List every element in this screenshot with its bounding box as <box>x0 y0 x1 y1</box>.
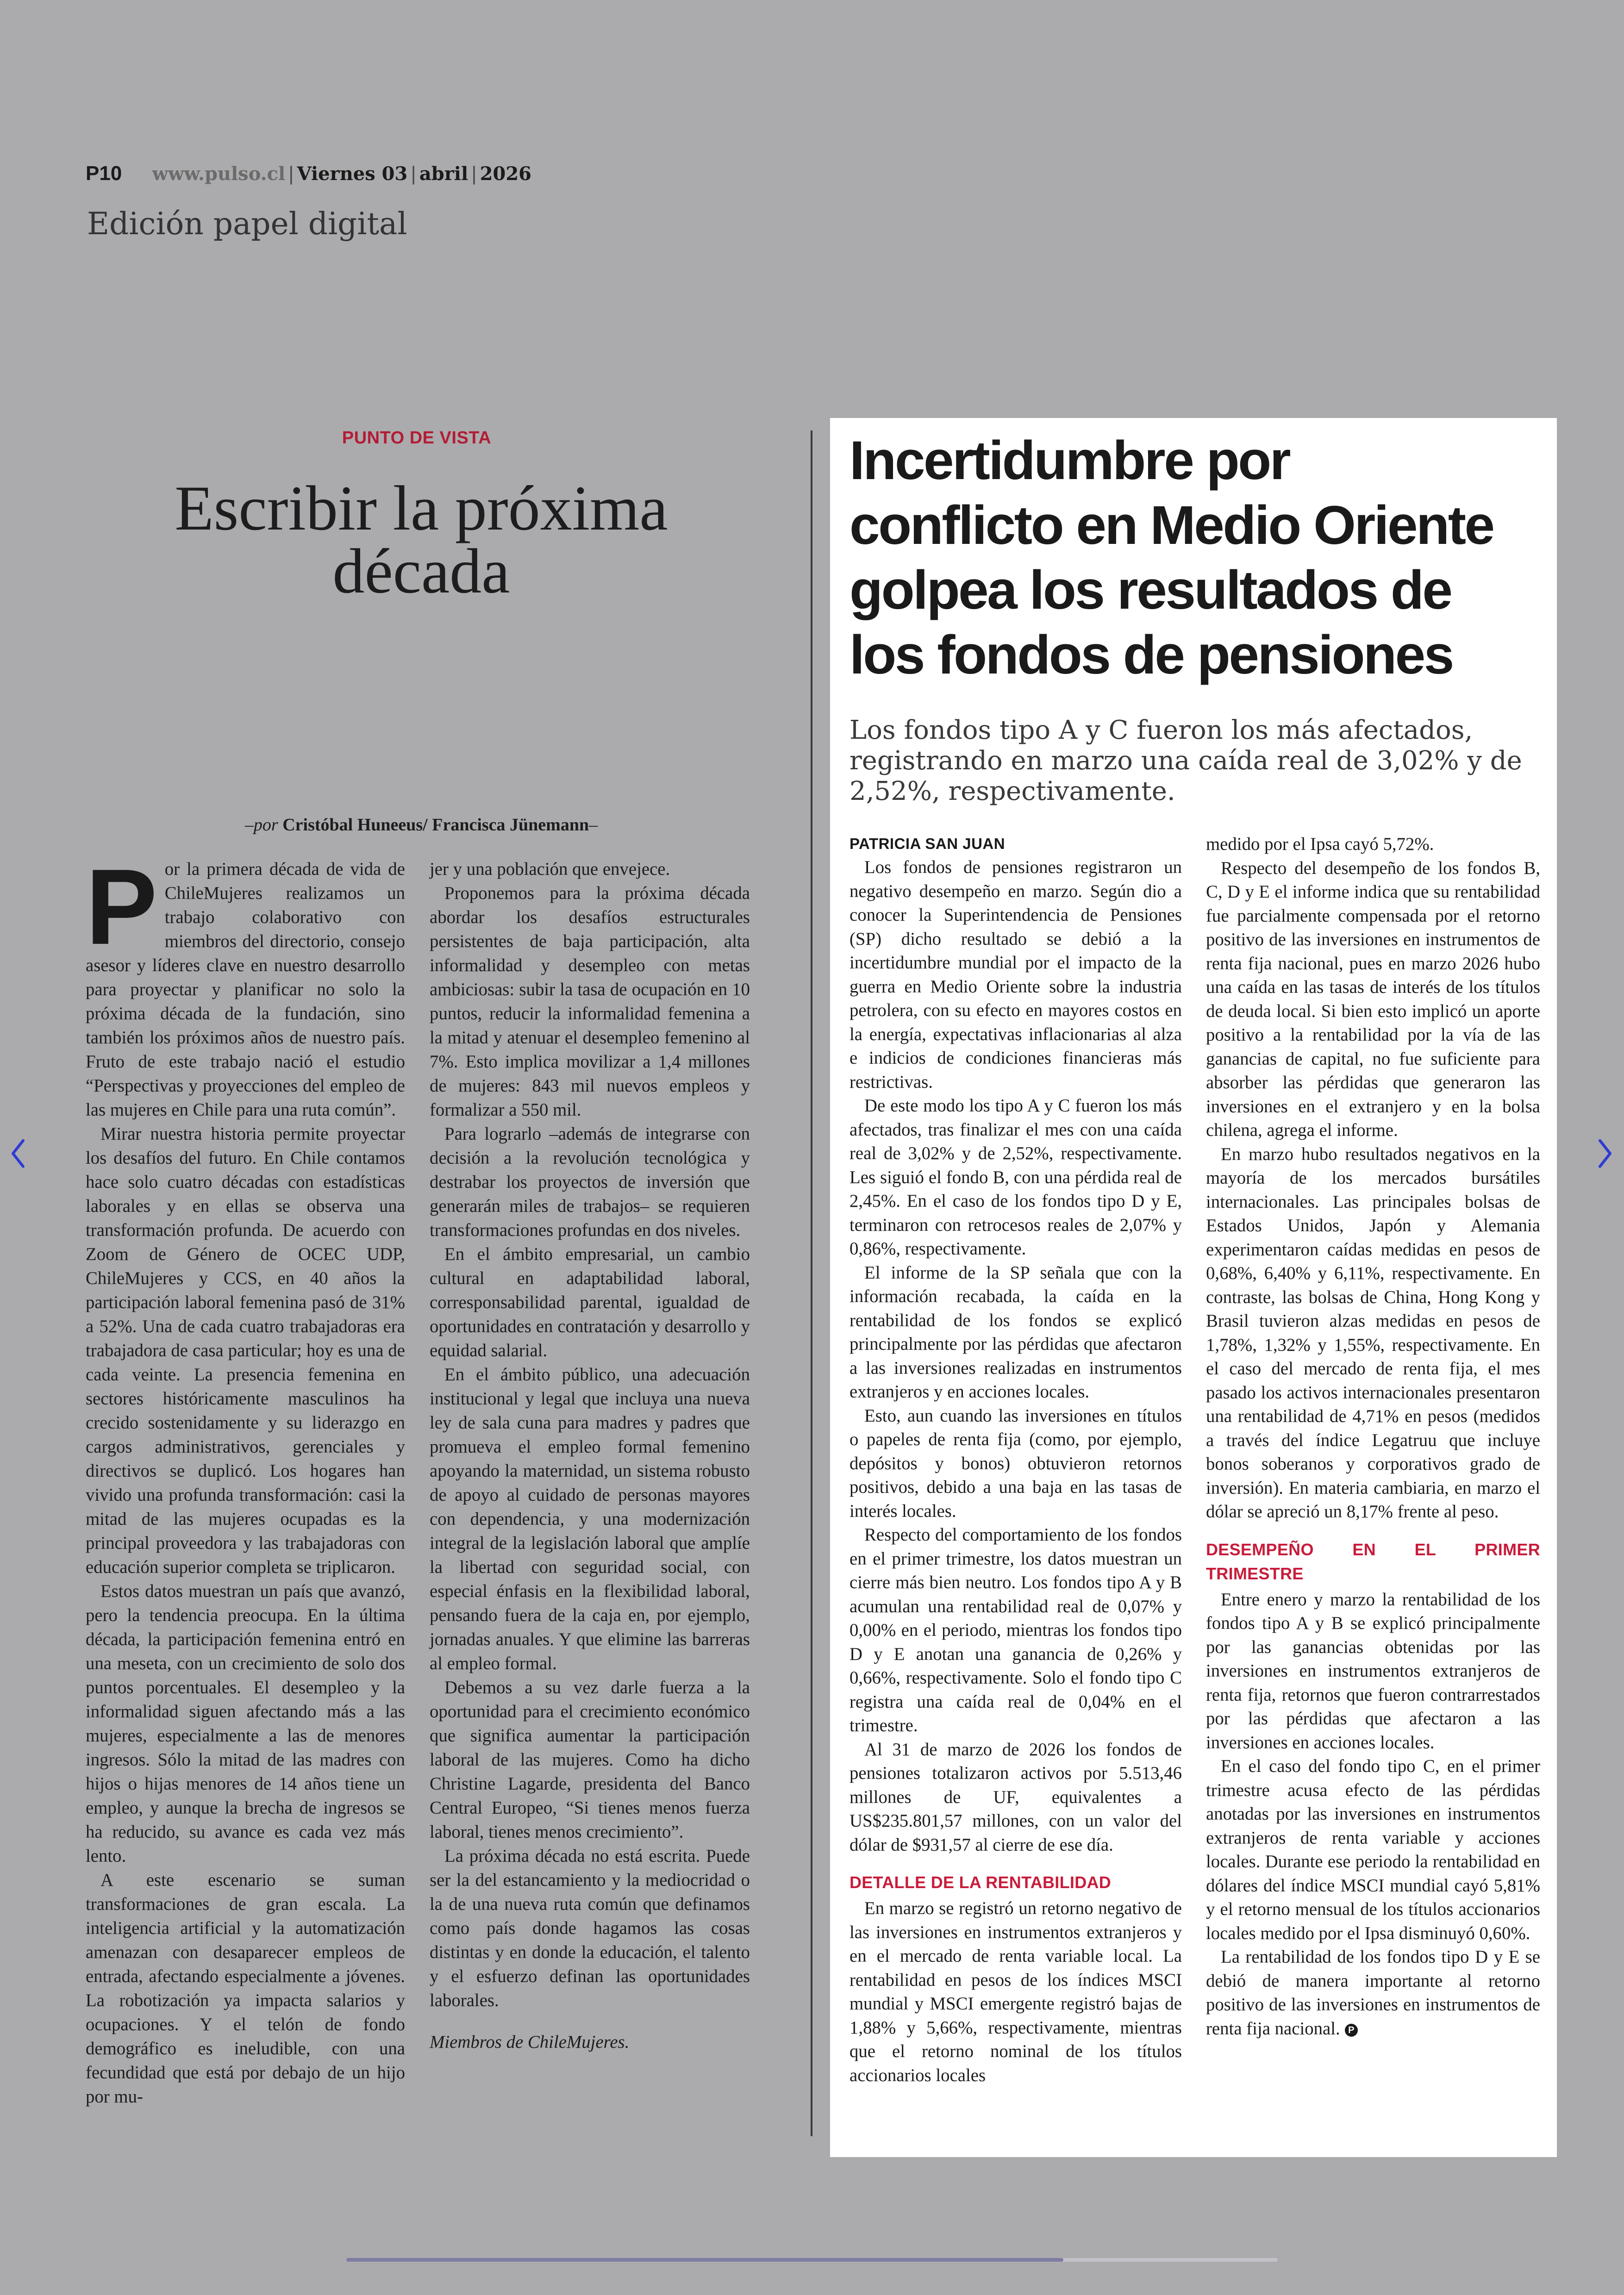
paragraph: La rentabilidad de los fondos tipo D y E se debió de manera importante al retorno positivo de las inversiones en instrumentos de renta fija nacional. P <box>1206 1947 1540 2039</box>
article-title <box>849 428 1549 687</box>
paragraph: Mirar nuestra historia permite proyectar los desafíos del futuro. En Chile contamos hace solo cuatro décadas con estadísticas laborales y en ellas se observa una transformación profunda. De acuerdo con Zoom de Género de OCEC UDP, ChileMujeres y CCS, en 40 años la participación laboral femenina pasó de 31% a 52%. Una de cada cuatro trabajadoras era trabajadora de casa particular; hoy es una de cada veinte. La presencia femenina en sectores históricamente masculinos ha crecido sostenidamente y su liderazgo en cargos administrativos, gerenciales y directivos se duplicó. Los hogares han vivido una profunda transformación: casi la mitad de las mujeres ocupadas es la principal proveedora y las trabajadoras con educación superior completa se triplicaron. <box>86 1124 405 1577</box>
page-progress-fill <box>346 2258 1063 2262</box>
article-column-1 <box>849 855 1182 2087</box>
paragraph: A este escenario se suman transformaciones de gran escala. La inteligencia artificial y la automatización amenazan con desaparecer empleos de entrada, afectando especialmente a jóvenes. La robotización ya impacta salarios y ocupaciones. Y el telón de fondo demográfico es ineludible, con una fecundidad que está por debajo de un hijo por mu- <box>86 1870 405 2107</box>
byline-authors: Cristóbal Huneeus/ Francisca Jünemann <box>282 815 589 835</box>
paragraph: Estos datos muestran un país que avanzó, pero la tendencia preocupa. En la última década, la participación femenina entró en una meseta, con un crecimiento de solo dos puntos porcentuales. El desempleo y la informalidad siguen afectando más a las mujeres, especialmente a las de menores ingresos. Sólo la mitad de las madres con hijos o hijas menores de 14 años tiene un empleo, y aunque la brecha de ingresos se ha reducido, su avance es cada vez más lento. <box>86 1581 405 1866</box>
issue-year: 2026 <box>480 163 531 185</box>
paragraph: La próxima década no está escrita. Puede ser la del estancamiento y la mediocridad o la de una nueva ruta común que definamos como país donde hagamos las cosas distintas y en donde la educación, el talento y el esfuerzo definan las oportunidades laborales. <box>430 1846 750 2010</box>
paragraph: Por la primera década de vida de ChileMujeres realizamos un trabajo colaborativo con miembros del directorio, consejo asesor y líderes clave en nuestro desarrollo para proyectar y planificar no solo la próxima década de la fundación, sino también los próximos años de nuestro país. Fruto de este trabajo nació el estudio “Perspectivas y proyecciones del empleo de las mujeres en Chile para una ruta común”. <box>86 847 405 1120</box>
paragraph: Los fondos de pensiones registraron un negativo desempeño en marzo. Según dio a conocer la Superintendencia de Pensiones (SP) dicho resultado se debió a la incertidumbre mundial por el impacto de la guerra en Medio Oriente sobre la industria petrolera, con su efecto en mayores costos en la energía, expectativas inflacionarias al alza e indicios de condiciones financieras más restrictivas. <box>849 857 1182 1092</box>
next-page-button[interactable] <box>1591 1135 1618 1172</box>
issue-weekday-day: Viernes 03 <box>297 163 408 185</box>
paragraph: Al 31 de marzo de 2026 los fondos de pensiones totalizaron activos por 5.513,46 millones de UF, equivalentes a US$235.801,57 millones, con un valor del dólar de $931,57 al cierre de ese día. <box>849 1739 1182 1855</box>
title-line: conflicto en Medio Oriente <box>849 495 1493 556</box>
title-line: golpea los resultados de <box>849 560 1451 621</box>
opinion-column-1 <box>86 847 405 2109</box>
paragraph: Debemos a su vez darle fuerza a la oportunidad para el crecimiento económico que significa aumentar la participación laboral de las mujeres. Como ha dicho Christine Lagarde, presidenta del Banco Central Europeo, “Si tienes menos fuerza laboral, tienes menos crecimiento”. <box>430 1678 750 1842</box>
masthead: P10 www.pulso.cl | Viernes 03 | abril | 2026 <box>86 162 531 185</box>
drop-cap: P <box>86 847 157 967</box>
paragraph: En marzo hubo resultados negativos en la mayoría de los mercados bursátiles internacionales. Las principales bolsas de Estados Unidos, Japón y Alemania experimentaron caídas medidas en pesos de 0,68%, 6,40% y 6,11%, respectivamente. En contraste, las bolsas de China, Hong Kong y Brasil tuvieron alzas medidas en pesos de 1,78%, 1,32% y 1,55%, respectivamente. En el caso del mercado de renta fija, el mes pasado los activos internacionales presentaron una rentabilidad de 4,71% en pesos (medidos a través del índice Legatruu que incluye bonos soberanos y corporativos grado de inversión). En materia cambiaria, en marzo el dólar se apreció un 8,17% frente al peso. <box>1206 1144 1540 1522</box>
paragraph: En el ámbito empresarial, un cambio cultural en adaptabilidad laboral, corresponsabilidad parental, igualdad de oportunidades en contratación y desarrollo y equidad salarial. <box>430 1244 750 1360</box>
opinion-column-2 <box>430 857 750 2054</box>
paragraph: En marzo se registró un retorno negativo de las inversiones en instrumentos extranjeros y en el mercado de renta variable local. La rentabilidad en pesos de los índices MSCI mundial y MSCI emergente registró bajas de 1,88% y 5,66%, respectivamente, mientras que el retorno nominal de los títulos accionarios locales <box>849 1898 1182 2085</box>
title-line: los fondos de pensiones <box>849 624 1453 686</box>
paragraph: Respecto del desempeño de los fondos B, C, D y E el informe indica que su rentabilidad fue parcialmente compensada por el retorno positivo de las inversiones en instrumentos de renta fija nacional, pues en marzo 2026 hubo una caída en las tasas de interés de los títulos de deuda local. Si bien esto implicó un aporte positivo a la rentabilidad por la vía de las ganancias de capital, no fue suficiente para absorber las pérdidas que generaron las inversiones en el extranjero y en la bolsa chilena, agrega el informe. <box>1206 858 1540 1140</box>
page-progress-bar[interactable] <box>346 2258 1278 2262</box>
chevron-right-icon <box>1591 1135 1618 1172</box>
end-mark-icon: P <box>1345 2024 1358 2037</box>
opinion-signature: Miembros de ChileMujeres. <box>430 2032 630 2052</box>
paragraph: En el ámbito público, una adecuación institucional y legal que incluya una nueva ley de sala cuna para madres y padres que promueva el empleo formal femenino apoyando la maternidad, un sistema robusto de apoyo al cuidado de personas mayores con dependencia, y una modernización integral de la legislación laboral que amplíe la libertad con seguridad social, con especial énfasis en la flexibilidad laboral, pensando fuera de la caja en, por ejemplo, jornadas anuales. Y que elimine las barreras al empleo formal. <box>430 1365 750 1673</box>
paragraph: Respecto del comportamiento de los fondos en el primer trimestre, los datos muestran un cierre más bien neutro. Los fondos tipo A y B acumulan una rentabilidad real de 0,07% y 0,00% en el periodo, mientras los fondos tipo D y E anotan una ganancia de 0,26% y 0,66%, respectivamente. Solo el fondo tipo C registra una caída real de 0,04% en el trimestre. <box>849 1525 1182 1735</box>
paragraph: Para lograrlo –además de integrarse con decisión a la revolución tecnológica y destrabar los proyectos de inversión que generarán miles de trabajos– se requieren transformaciones profundas en dos niveles. <box>430 1124 750 1240</box>
section-heading: DESEMPEÑO EN EL PRIMER TRIMESTRE <box>1206 1540 1540 1583</box>
page-number: P10 <box>86 162 122 185</box>
byline-suffix: – <box>589 815 598 835</box>
previous-page-button[interactable] <box>5 1135 32 1172</box>
byline-prefix: –por <box>244 815 283 835</box>
chevron-left-icon <box>5 1135 32 1172</box>
paragraph: Esto, aun cuando las inversiones en títulos o papeles de renta fija (como, por ejemplo, depósitos y bonos) obtuvieron retornos positivos, debido a una baja en las tasas de interés locales. <box>849 1405 1182 1521</box>
article-column-2 <box>1206 832 1540 2040</box>
edition-label: Edición papel digital <box>87 206 407 242</box>
column-divider <box>811 430 812 2136</box>
site-url[interactable]: www.pulso.cl <box>152 163 286 185</box>
section-heading: DETALLE DE LA RENTABILIDAD <box>849 1873 1112 1892</box>
paragraph: Entre enero y marzo la rentabilidad de los fondos tipo A y B se explicó principalmente por las ganancias obtenidas por las inversiones en instrumentos extranjeros de renta fija, retornos que fueron contrarrestados por las pérdidas que afectaron a las inversiones en acciones locales. <box>1206 1589 1540 1752</box>
paragraph: De este modo los tipo A y C fueron los más afectados, tras finalizar el mes con una caída real de 3,02% y de 2,52%, respectivamente. Les siguió el fondo B, con una pérdida real de 2,45%. En el caso de los fondos tipo D y E, terminaron con retrocesos reales de 2,07% y 0,86%, respectivamente. <box>849 1096 1182 1259</box>
issue-month: abril <box>419 163 468 185</box>
paragraph: jer y una población que envejece. <box>430 859 670 879</box>
opinion-title: Escribir la próxima década <box>175 473 668 606</box>
title-line: Incertidumbre por <box>849 430 1290 491</box>
paragraph: Proponemos para la próxima década abordar los desafíos estructurales persistentes de baja participación, alta informalidad y desempleo con metas ambiciosas: subir la tasa de ocupación en 10 puntos, reducir la informalidad femenina a la mitad y atenuar el desempleo femenino al 7%. Esto implica movilizar a 1,4 millones de mujeres: 843 mil nuevos empleos y formalizar a 550 mil. <box>430 883 750 1120</box>
paragraph: medido por el Ipsa cayó 5,72%. <box>1206 834 1434 854</box>
paragraph: El informe de la SP señala que con la información recabada, la caída en la rentabilidad de los fondos se explicó principalmente por las pérdidas que afectaron a las inversiones realizadas en instrumentos extranjeros y en acciones locales. <box>849 1262 1182 1402</box>
article-author: PATRICIA SAN JUAN <box>849 835 1006 852</box>
opinion-byline <box>139 815 704 835</box>
opinion-kicker: PUNTO DE VISTA <box>342 428 492 448</box>
paragraph: En el caso del fondo tipo C, en el primer trimestre acusa efecto de las pérdidas anotadas por las inversiones en instrumentos extranjeros de renta variable y acciones locales. Durante ese periodo la rentabilidad en dólares del índice MSCI mundial cayó 5,81% y el retorno mensual de los títulos accionarios locales medido por el Ipsa disminuyó 0,60%. <box>1206 1756 1540 1943</box>
article-subtitle: Los fondos tipo A y C fueron los más afectados, registrando en marzo una caída real de 3,02% y de 2,52%, respectivamente. <box>849 715 1522 806</box>
